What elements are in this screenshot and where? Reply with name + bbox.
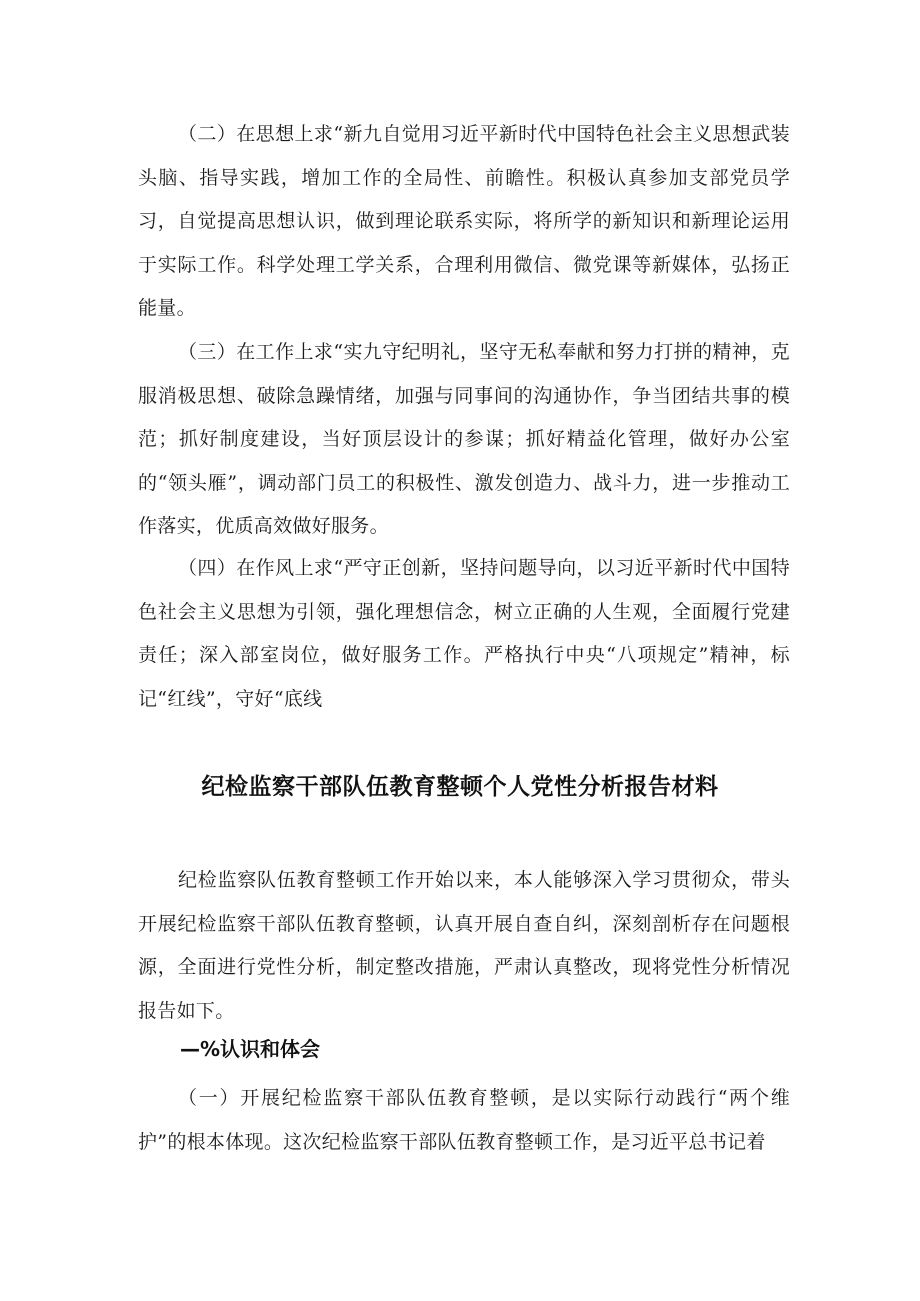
- section-heading: —%认识和体会: [180, 1037, 321, 1061]
- paragraph-style: （四）在作风上求“严守正创新，坚持问题导向，以习近平新时代中国特色社会主义思想为引领，强化理想信念，树立正确的人生观，全面履行党建责任；深入部室岗位，做好服务工作。严格执行中央“八项规定”精神，标记“红线”，守好“底线: [138, 557, 790, 710]
- document-title: 纪检监察干部队伍教育整顿个人党性分析报告材料: [201, 774, 719, 800]
- paragraph-thought: （二）在思想上求“新九自觉用习近平新时代中国特色社会主义思想武装头脑、指导实践，增加工作的全局性、前瞻性。积极认真参加支部党员学习，自觉提高思想认识，做到理论联系实际，将所学的新知识和新理论运用于实际工作。科学处理工学关系，合理利用微信、微党课等新媒体，弘扬正能量。: [138, 123, 790, 319]
- paragraph-point-one: （一）开展纪检监察干部队伍教育整顿，是以实际行动践行“两个维护”的根本体现。这次纪检监察干部队伍教育整顿工作，是习近平总书记着: [138, 1087, 790, 1153]
- paragraph-intro: 纪检监察队伍教育整顿工作开始以来，本人能够深入学习贯彻众，带头开展纪检监察干部队伍教育整顿，认真开展自查自纠，深刻剖析存在问题根源，全面进行党性分析，制定整改措施，严肃认真整改，现将党性分析情况报告如下。: [138, 869, 790, 1022]
- paragraph-work: （三）在工作上求“实九守纪明礼，坚守无私奉献和努力打拼的精神，克服消极思想、破除急躁情绪，加强与同事间的沟通协作，争当团结共事的模范；抓好制度建设，当好顶层设计的参谋；抓好精益化管理，做好办公室的“领头雁”，调动部门员工的积极性、激发创造力、战斗力，进一步推动工作落实，优质高效做好服务。: [138, 341, 790, 537]
